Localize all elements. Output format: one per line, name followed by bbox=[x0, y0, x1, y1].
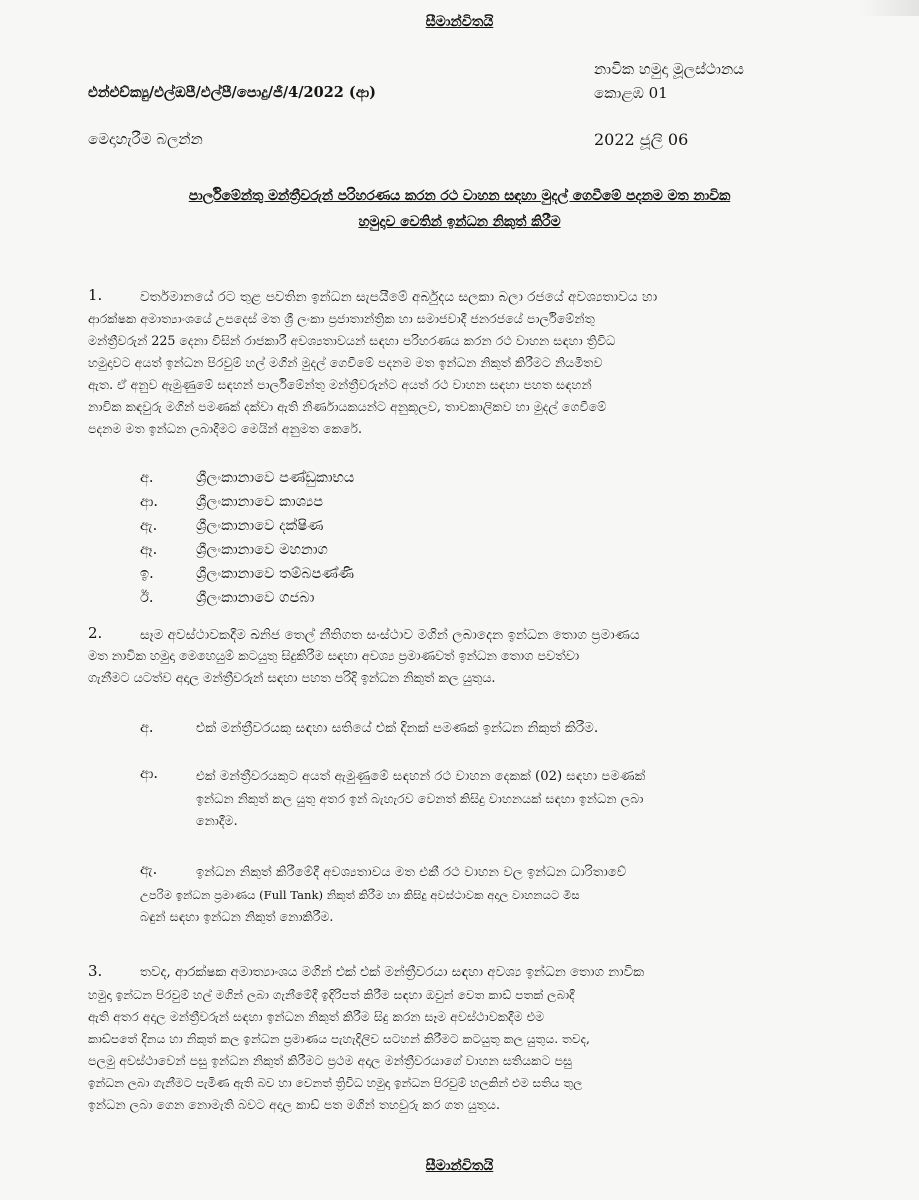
list-item-mark: ඊ. bbox=[140, 590, 154, 606]
section1-number: 1. bbox=[88, 286, 103, 304]
section2-item-text bbox=[140, 862, 836, 928]
section2-item-line: එක් මන්ත්‍රීවරයකුට අයත් ඇමුණුමේ සඳහන් රථ වාහන දෙකක් (02) සඳහා පමණක් bbox=[196, 769, 646, 784]
section2-number: 2. bbox=[88, 624, 103, 642]
section2-line: මත නාවික හමුදා මෙහෙයුම් කටයුතු සිදුකිරීම සඳහා අවශ්‍ය ප්‍රමාණවත් ඉන්ධන තොග පවත්වා bbox=[88, 649, 580, 664]
section2-item-mark: අ. bbox=[140, 720, 154, 736]
list-item-mark: ඉ. bbox=[140, 566, 154, 582]
document-date: 2022 ජූලි 06 bbox=[594, 130, 689, 149]
reference-number: එන්එච්ක්‍යු/එල්ඔපී/එල්පී/පොදු/ජී/4/2022 (ආ) bbox=[88, 84, 377, 101]
ask-reply-label: මෙදාහැරීම බලන්න bbox=[88, 130, 203, 148]
subject-line1: පාර්ලිමේන්තු මන්ත්‍රීවරුන් පරිහරණය කරන රථ වාහන සඳහා මුදල් ගෙවීමේ පදනම මත නාවික bbox=[188, 188, 731, 204]
section2-item-mark: ආ. bbox=[140, 766, 158, 782]
section3-line: ඉන්ධන ලබා ගෙන නොමැති බවට අදාල කාඩ් පත මගින් තහවුරු කර ගත යුතුය. bbox=[88, 1097, 500, 1112]
classification-bottom: සීමාන්විතයි bbox=[425, 1158, 494, 1174]
section2-line: සෑම අවස්ථාවකදීම ඛනිජ තෙල් නීතිගත සංස්ථාව මගින් ලබාදෙන ඉන්ධන තොග ප්‍රමාණය bbox=[140, 627, 640, 643]
section3-line: ඇති අතර අදාල මන්ත්‍රීවරුන් සඳහා ඉන්ධන නිකුත් කිරීම සිදු කරන සෑම අවස්ථාවකදීම එම bbox=[88, 1009, 545, 1024]
section3-line: හමුදා ඉන්ධන පිරවුම් හල් මගින් ලබා ගැනීමේදී ඉදිරිපත් කිරීම සඳහා ඔවුන් වෙත කාඩ් පතක් ලබාදී bbox=[88, 988, 575, 1002]
section2-line: ගැනීමට යටත්ව අදාල මන්ත්‍රීවරුන් සඳහා පහත පරිදි ඉන්ධන නිකුත් කල යුතුය. bbox=[88, 671, 496, 686]
section3-line: ඉන්ධන ලබා ගැනීමට පැමිණ ඇති බව හා වෙනත් ත්‍රිවිධ හමුදා ඉන්ධන පිරවුම් හලකින් එම සතිය තුල bbox=[88, 1076, 583, 1090]
section1-line: මන්ත්‍රීවරුන් 225 දෙනා විසින් රාජකාරී අවශ්‍යතාවයන් සඳහා පරිහරණය කරන රථ වාහන සඳහා ත්‍රිවිධ bbox=[88, 333, 616, 348]
section2-item-line: බඳුන් සඳහා ඉන්ධන නිකුත් නොකිරීම. bbox=[140, 909, 334, 924]
section1-line: ඇත. ඒ අනුව ඇමුණුමේ සඳහන් පාර්ලිමේන්තු මන්ත්‍රීවරුන්ට අයත් රථ වාහන සඳහා පහත සඳහන් bbox=[88, 377, 592, 392]
section2-item-line: නොදීම. bbox=[196, 813, 238, 828]
section3-paragraph bbox=[88, 962, 840, 1116]
section1-line: හමුදාවට අයත් ඉන්ධන පිරවුම් හල් මගින් මුදල් ගෙවීමේ පදනම මත ඉන්ධන නිකුත් කිරීමට නියමිතව bbox=[88, 355, 603, 370]
section3-line: පලමු අවස්ථාවෙන් පසු ඉන්ධන නිකුත් කිරීමට ප්‍රථම අදාල මන්ත්‍රීවරයාගේ වාහන සතියකට පසු bbox=[88, 1053, 573, 1068]
classification-top: සීමාන්විතයි bbox=[425, 14, 494, 30]
list-item-mark: අ. bbox=[140, 470, 154, 486]
section1-line: පදනම මත ඉන්ධන ලබාදීමට මෙයින් අනුමත කෙරේ. bbox=[88, 421, 362, 436]
section2-item-line: ඉන්ධන නිකුත් කල යුතු අතර ඉන් බැහැරව වෙනත් කිසිදු වාහනයක් සඳහා ඉන්ධන ලබා bbox=[196, 791, 644, 806]
section2-item-line: ඉන්ධන නිකුත් කිරීමේදී අවශ්‍යතාවය මත එකී රථ වාහන වල ඉන්ධන ධාරිතාවේ bbox=[196, 865, 627, 880]
office-line2: කොළඹ 01 bbox=[594, 84, 668, 102]
section3-line: කාඩ්පතේ දිනය හා නිකුත් කල ඉන්ධන ප්‍රමාණය පැහැදිලිව සටහන් කිරීමට කටයුතු කල යුතුය. තවද, bbox=[88, 1032, 590, 1046]
subject-line2: හමුදාව වෙතින් ඉන්ධන නිකුත් කිරීම bbox=[358, 214, 561, 230]
list-item-text: ශ්‍රීලංකානාවෙ තම්බපණ්ණි bbox=[196, 566, 355, 582]
section3-number: 3. bbox=[88, 962, 103, 980]
list-item-mark: ඇ. bbox=[140, 518, 158, 534]
list-item-text: ශ්‍රීලංකානාවෙ කාශ්‍යප bbox=[196, 494, 324, 510]
section2-item-text bbox=[196, 766, 836, 832]
section1-line: වර්තමානයේ රට තුළ පවතින ඉන්ධන සැපයීමේ අර්බුදය සලකා බලා රජයේ අවශ්‍යතාවය හා bbox=[140, 289, 658, 305]
section1-line: ආරක්ෂක අමාත්‍යාංශයේ උපදෙස් මත ශ්‍රී ලංකා ප්‍රජාතාන්ත්‍රික හා සමාජවාදී ජනරජයේ පාර්ලිමේන්තු bbox=[88, 311, 595, 326]
office-line1: නාවික හමුදා මූලස්ථානය bbox=[594, 60, 744, 78]
section2-item-line: උපරිම ඉන්ධන ප්‍රමාණය (Full Tank) නිකුත් කිරීම හා කිසිදු අවස්ථාවක අදාල වාහනයට මිස bbox=[140, 888, 580, 902]
list-item-text: ශ්‍රීලංකානාවෙ මහනාග bbox=[196, 542, 328, 558]
list-item-text: ශ්‍රීලංකානාවෙ දක්ෂිණ bbox=[196, 518, 324, 534]
section3-line: තවද, ආරක්ෂක අමාත්‍යාංශය මගින් එක් එක් මන්ත්‍රීවරයා සඳහා අවශ්‍ය ඉන්ධන තොග නාවික bbox=[140, 965, 644, 980]
section2-item-text: එක් මන්ත්‍රීවරයකු සඳහා සතියේ එක් දිනක් පමණක් ඉන්ධන නිකුත් කිරීම. bbox=[196, 720, 599, 736]
list-item-text: ශ්‍රීලංකානාවෙ ගජබා bbox=[196, 590, 315, 606]
section1-line: නාවික කඳවුරු මගින් පමණක් දක්වා ඇති නිර්ණායකයන්ට අනුකූලව, තාවකාලිකව හා මුදල් ගෙවීමේ bbox=[88, 399, 607, 414]
section1-paragraph bbox=[88, 286, 840, 440]
list-item-text: ශ්‍රීලංකානාවෙ පණ්ඩුකාභය bbox=[196, 470, 355, 486]
list-item-mark: ඈ. bbox=[140, 542, 158, 558]
section2-paragraph bbox=[88, 624, 840, 690]
list-item-mark: ආ. bbox=[140, 494, 158, 510]
section2-item-mark: ඇ. bbox=[140, 862, 158, 878]
